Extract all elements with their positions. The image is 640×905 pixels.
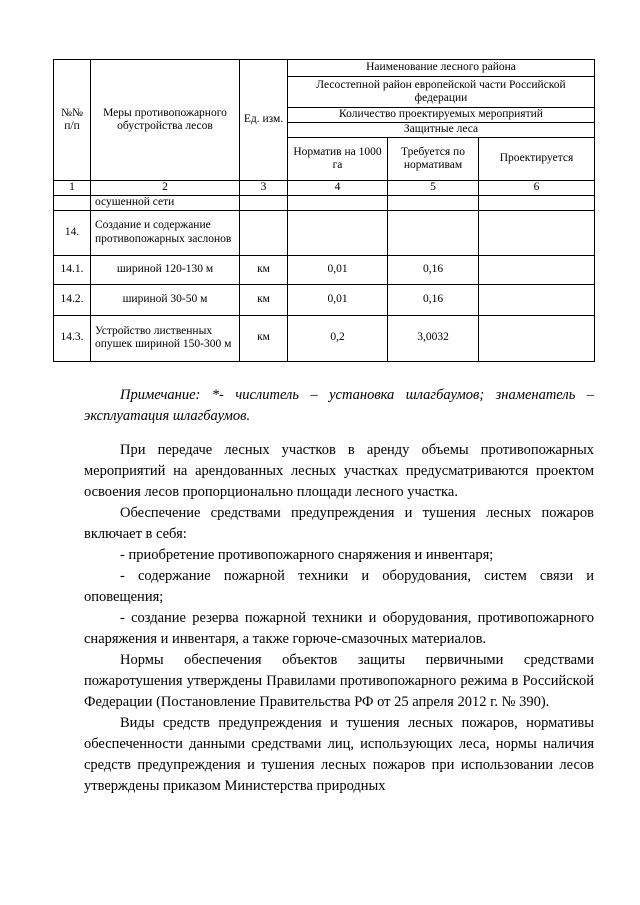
table-row: 14.2. шириной 30-50 м км 0,01 0,16	[54, 284, 595, 315]
paragraph: - приобретение противопожарного снаряжения и инвентаря;	[120, 547, 494, 563]
header-unit: Ед. изм.	[240, 60, 288, 181]
col-number: 6	[479, 181, 595, 196]
header-required: Требуется по нормативам	[388, 138, 479, 181]
col-number: 3	[240, 181, 288, 196]
table-row: 14.3. Устройство лиственных опушек шириной 150-300 м км 0,2 3,0032	[54, 315, 595, 361]
paragraph: Обеспечение средствами предупреждения и тушения лесных пожаров включает в себя:	[84, 505, 594, 542]
paragraph: - создание резерва пожарной техники и оборудования, противопожарного снаряжения и инвентаря, а также горюче-смазочных материалов.	[84, 610, 594, 647]
header-count-title: Количество проектируемых мероприятий	[288, 108, 595, 123]
header-num: №№ п/п	[54, 60, 91, 181]
header-forest-area-title: Наименование лесного района	[288, 60, 595, 77]
paragraph: При передаче лесных участков в аренду объемы противопожарных мероприятий на арендованных лесных участках предусматриваются проектом освоения лесов пропорционально площади лесного участка.	[84, 442, 594, 500]
header-norm-per-1000: Норматив на 1000 га	[288, 138, 388, 181]
col-number: 4	[288, 181, 388, 196]
col-number: 5	[388, 181, 479, 196]
header-planned: Проектируется	[479, 138, 595, 181]
paragraph: - содержание пожарной техники и оборудования, систем связи и оповещения;	[84, 568, 594, 605]
table-note	[84, 385, 594, 427]
table-row: 14.1. шириной 120-130 м км 0,01 0,16	[54, 255, 595, 284]
body-text	[84, 440, 594, 797]
table-row: осушенной сети	[54, 196, 595, 211]
table-row: 14. Создание и содержание противопожарных заслонов	[54, 210, 595, 255]
col-number: 1	[54, 181, 91, 196]
header-protective-forests: Защитные леса	[288, 123, 595, 138]
header-forest-area: Лесостепной район европейской части Российской федерации	[288, 77, 595, 108]
paragraph: Виды средств предупреждения и тушения лесных пожаров, нормативы обеспеченности данными средствами лиц, использующих леса, нормы наличия средств предупреждения и тушения лесных пожаров при использовании лесов утверждены приказом Министерства природных	[84, 715, 594, 794]
note-text: Примечание: *- числитель – установка шлагбаумов; знаменатель – эксплуатация шлагбаумов.	[84, 387, 594, 424]
fire-measures-table	[53, 59, 595, 362]
col-number: 2	[91, 181, 240, 196]
header-measures: Меры противопожарного обустройства лесов	[91, 60, 240, 181]
paragraph: Нормы обеспечения объектов защиты первичными средствами пожаротушения утверждены Правилами противопожарного режима в Российской Федерации (Постановление Правительства РФ от 25 апреля 2012 г. № 390).	[84, 652, 594, 710]
